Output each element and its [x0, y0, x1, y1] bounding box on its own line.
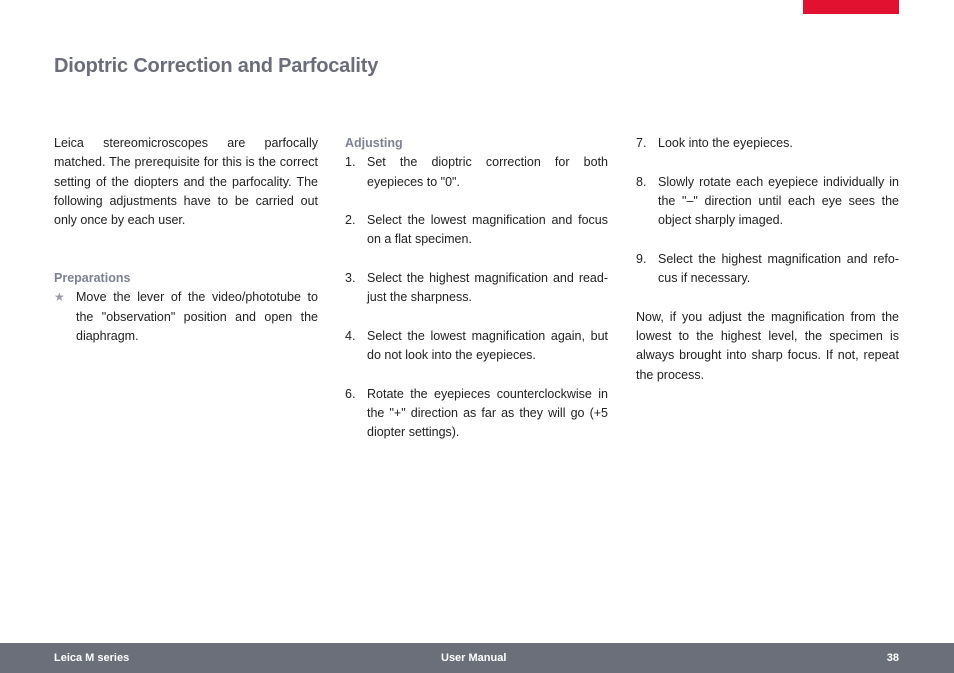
list-item [345, 153, 608, 192]
step-number: 6. [345, 386, 356, 401]
brand-red-tab [803, 0, 899, 14]
intro-paragraph: Leica stereomicroscopes are parfocally matched. The prerequisite for this is the correct setting of the diopters and the parfocality. The following adjustments have to be carried out only once by each user. [54, 136, 318, 228]
step-text: Select the highest magnification and read-just the sharpness. [367, 271, 608, 305]
footer-page-number: 38 [886, 652, 899, 664]
step-number: 7. [636, 136, 647, 150]
footer-product-name: Leica M series [54, 652, 130, 664]
adjusting-heading: Adjusting [345, 136, 403, 150]
step-number: 1. [345, 155, 356, 170]
step-text: Select the lowest magnification and focus on a flat specimen. [367, 213, 608, 247]
preparations-bullet-item [54, 288, 318, 346]
list-item [345, 385, 608, 443]
step-number: 8. [636, 174, 647, 189]
step-number: 3. [345, 271, 356, 286]
list-item [636, 250, 899, 289]
page-title: Dioptric Correction and Parfocality [54, 55, 379, 77]
preparations-heading: Preparations [54, 271, 131, 286]
footer-document-title: User Manual [441, 652, 507, 664]
column-intro [54, 134, 318, 346]
step-text: Select the highest magnification and refo-cus if necessary. [658, 251, 899, 286]
step-text: Set the dioptric correction for both eyepieces to "0". [367, 155, 608, 189]
step-number: 9. [636, 251, 647, 266]
page-footer [0, 643, 954, 673]
column-adjusting [345, 134, 608, 443]
list-item [345, 211, 608, 250]
list-item [636, 134, 899, 153]
list-item [345, 269, 608, 308]
list-item [636, 173, 899, 231]
step-text: Rotate the eyepieces counterclockwise in the "+" direction as far as they will go (+5 diopter settings). [367, 386, 608, 440]
list-item [345, 327, 608, 366]
step-text: Look into the eyepieces. [658, 136, 793, 150]
step-text: Slowly rotate each eyepiece individually in the "–" direction until each eye sees the object sharply imaged. [658, 174, 899, 228]
step-text: Select the lowest magnification again, but do not look into the eyepieces. [367, 328, 608, 363]
conclusion-paragraph: Now, if you adjust the magnification from the lowest to the highest level, the specimen is always brought into sharp focus. If not, repeat the process. [636, 309, 899, 382]
column-continued [636, 134, 899, 385]
preparations-bullet-text: Move the lever of the video/phototube to the "observation" position and open the diaphragm. [76, 290, 318, 343]
step-number: 4. [345, 328, 356, 343]
step-number: 2. [345, 213, 356, 228]
star-bullet-icon: ★ [54, 290, 65, 305]
